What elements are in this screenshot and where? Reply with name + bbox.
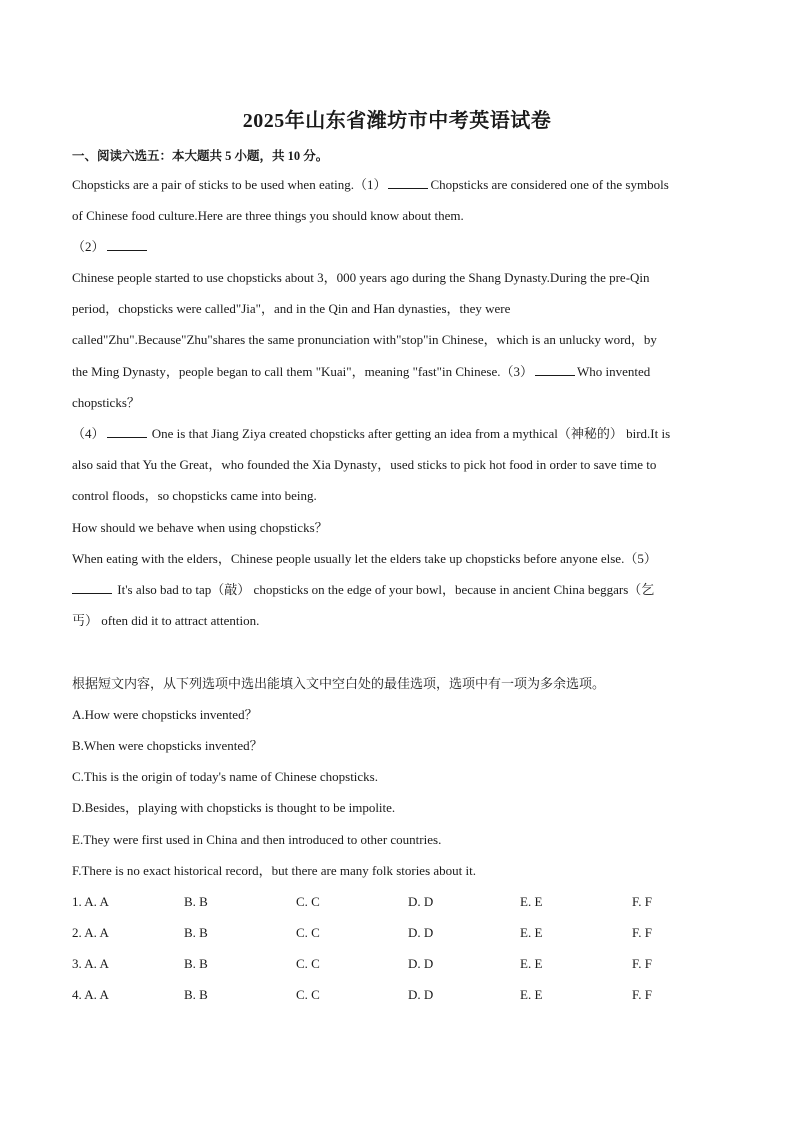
answer-row-1 [72,894,732,910]
choice[interactable]: E. E [520,894,543,909]
passage-line: also said that Yu the Great，who founded the Xia Dynasty，used sticks to pick hot food in order to save time to [72,457,657,472]
option-f: F.There is no exact historical record，but there are many folk stories about it. [72,863,476,878]
passage-text: One is that Jiang Ziya created chopsticks after getting an idea from a mythical（神秘的） bird.It is [148,426,671,441]
choice[interactable]: F. F [632,956,652,971]
passage-text: It's also bad to tap（敲） chopsticks on the edge of your bowl，because in ancient China beggars（乞 [114,582,655,597]
choice[interactable]: D. D [408,987,434,1002]
passage-text: Who invented [576,364,651,379]
passage-line: called"Zhu".Because"Zhu"shares the same pronunciation with"stop"in Chinese，which is an unlucky word，by [72,332,657,347]
choice[interactable]: F. F [632,987,652,1002]
choice[interactable]: B. B [184,925,208,940]
passage-line [72,239,722,255]
option-c: C.This is the origin of today's name of Chinese chopsticks. [72,769,378,784]
answer-row-2 [72,925,732,941]
option-a: A.How were chopsticks invented？ [72,707,258,722]
page-title: 2025年山东省潍坊市中考英语试卷 [242,110,552,132]
choice[interactable]: F. F [632,925,652,940]
option-e: E.They were first used in China and then introduced to other countries. [72,832,442,847]
passage-line: period，chopsticks were called"Jia"，and in the Qin and Han dynasties，they were [72,301,511,316]
choice[interactable]: E. E [520,987,543,1002]
passage-text: the Ming Dynasty，people began to call them "Kuai"，meaning "fast"in Chinese.（3） [72,364,533,379]
choice[interactable]: B. B [184,894,208,909]
blank-3 [535,364,575,376]
blank-2 [107,239,147,251]
instruction-text: 根据短文内容，从下列选项中选出能填入文中空白处的最佳选项，选项中有一项为多余选项。 [72,676,606,691]
passage-line: When eating with the elders，Chinese people usually let the elders take up chopsticks before anyone else.（5） [72,551,657,566]
passage-line: of Chinese food culture.Here are three things you should know about them. [72,208,464,223]
section-heading: 一、阅读六选五：本大题共 5 小题，共 10 分。 [72,149,329,163]
passage-line [72,177,722,193]
passage-line: How should we behave when using chopsticks？ [72,520,328,535]
passage-line [72,426,722,442]
choice[interactable]: D. D [408,925,434,940]
choice[interactable]: 1. A. A [72,894,109,909]
choice[interactable]: F. F [632,894,652,909]
choice[interactable]: E. E [520,956,543,971]
option-d: D.Besides，playing with chopsticks is thought to be impolite. [72,800,396,815]
answer-row-4 [72,987,732,1003]
choice[interactable]: C. C [296,956,320,971]
choice[interactable]: C. C [296,925,320,940]
choice[interactable]: D. D [408,956,434,971]
choice[interactable]: 3. A. A [72,956,109,971]
passage-line [72,582,722,598]
answer-row-3 [72,956,732,972]
passage-text: （4） [72,426,105,441]
choice[interactable]: C. C [296,987,320,1002]
blank-1 [388,177,428,189]
choice[interactable]: 2. A. A [72,925,109,940]
choice[interactable]: 4. A. A [72,987,109,1002]
passage-text: （2） [72,239,105,254]
passage-line: 丐） often did it to attract attention. [72,613,260,628]
choice[interactable]: D. D [408,894,434,909]
choice[interactable]: B. B [184,956,208,971]
passage-line: chopsticks？ [72,395,140,410]
choice[interactable]: B. B [184,987,208,1002]
blank-4 [107,426,147,438]
blank-5 [72,582,112,594]
passage-line [72,364,722,380]
passage-line: control floods，so chopsticks came into being. [72,488,317,503]
choice[interactable]: C. C [296,894,320,909]
choice[interactable]: E. E [520,925,543,940]
passage-line: Chinese people started to use chopsticks about 3，000 years ago during the Shang Dynasty.During the pre-Qin [72,270,650,285]
passage-text: Chopsticks are considered one of the symbols [430,177,669,192]
option-b: B.When were chopsticks invented？ [72,738,263,753]
passage-text: Chopsticks are a pair of sticks to be used when eating.（1） [72,177,387,192]
